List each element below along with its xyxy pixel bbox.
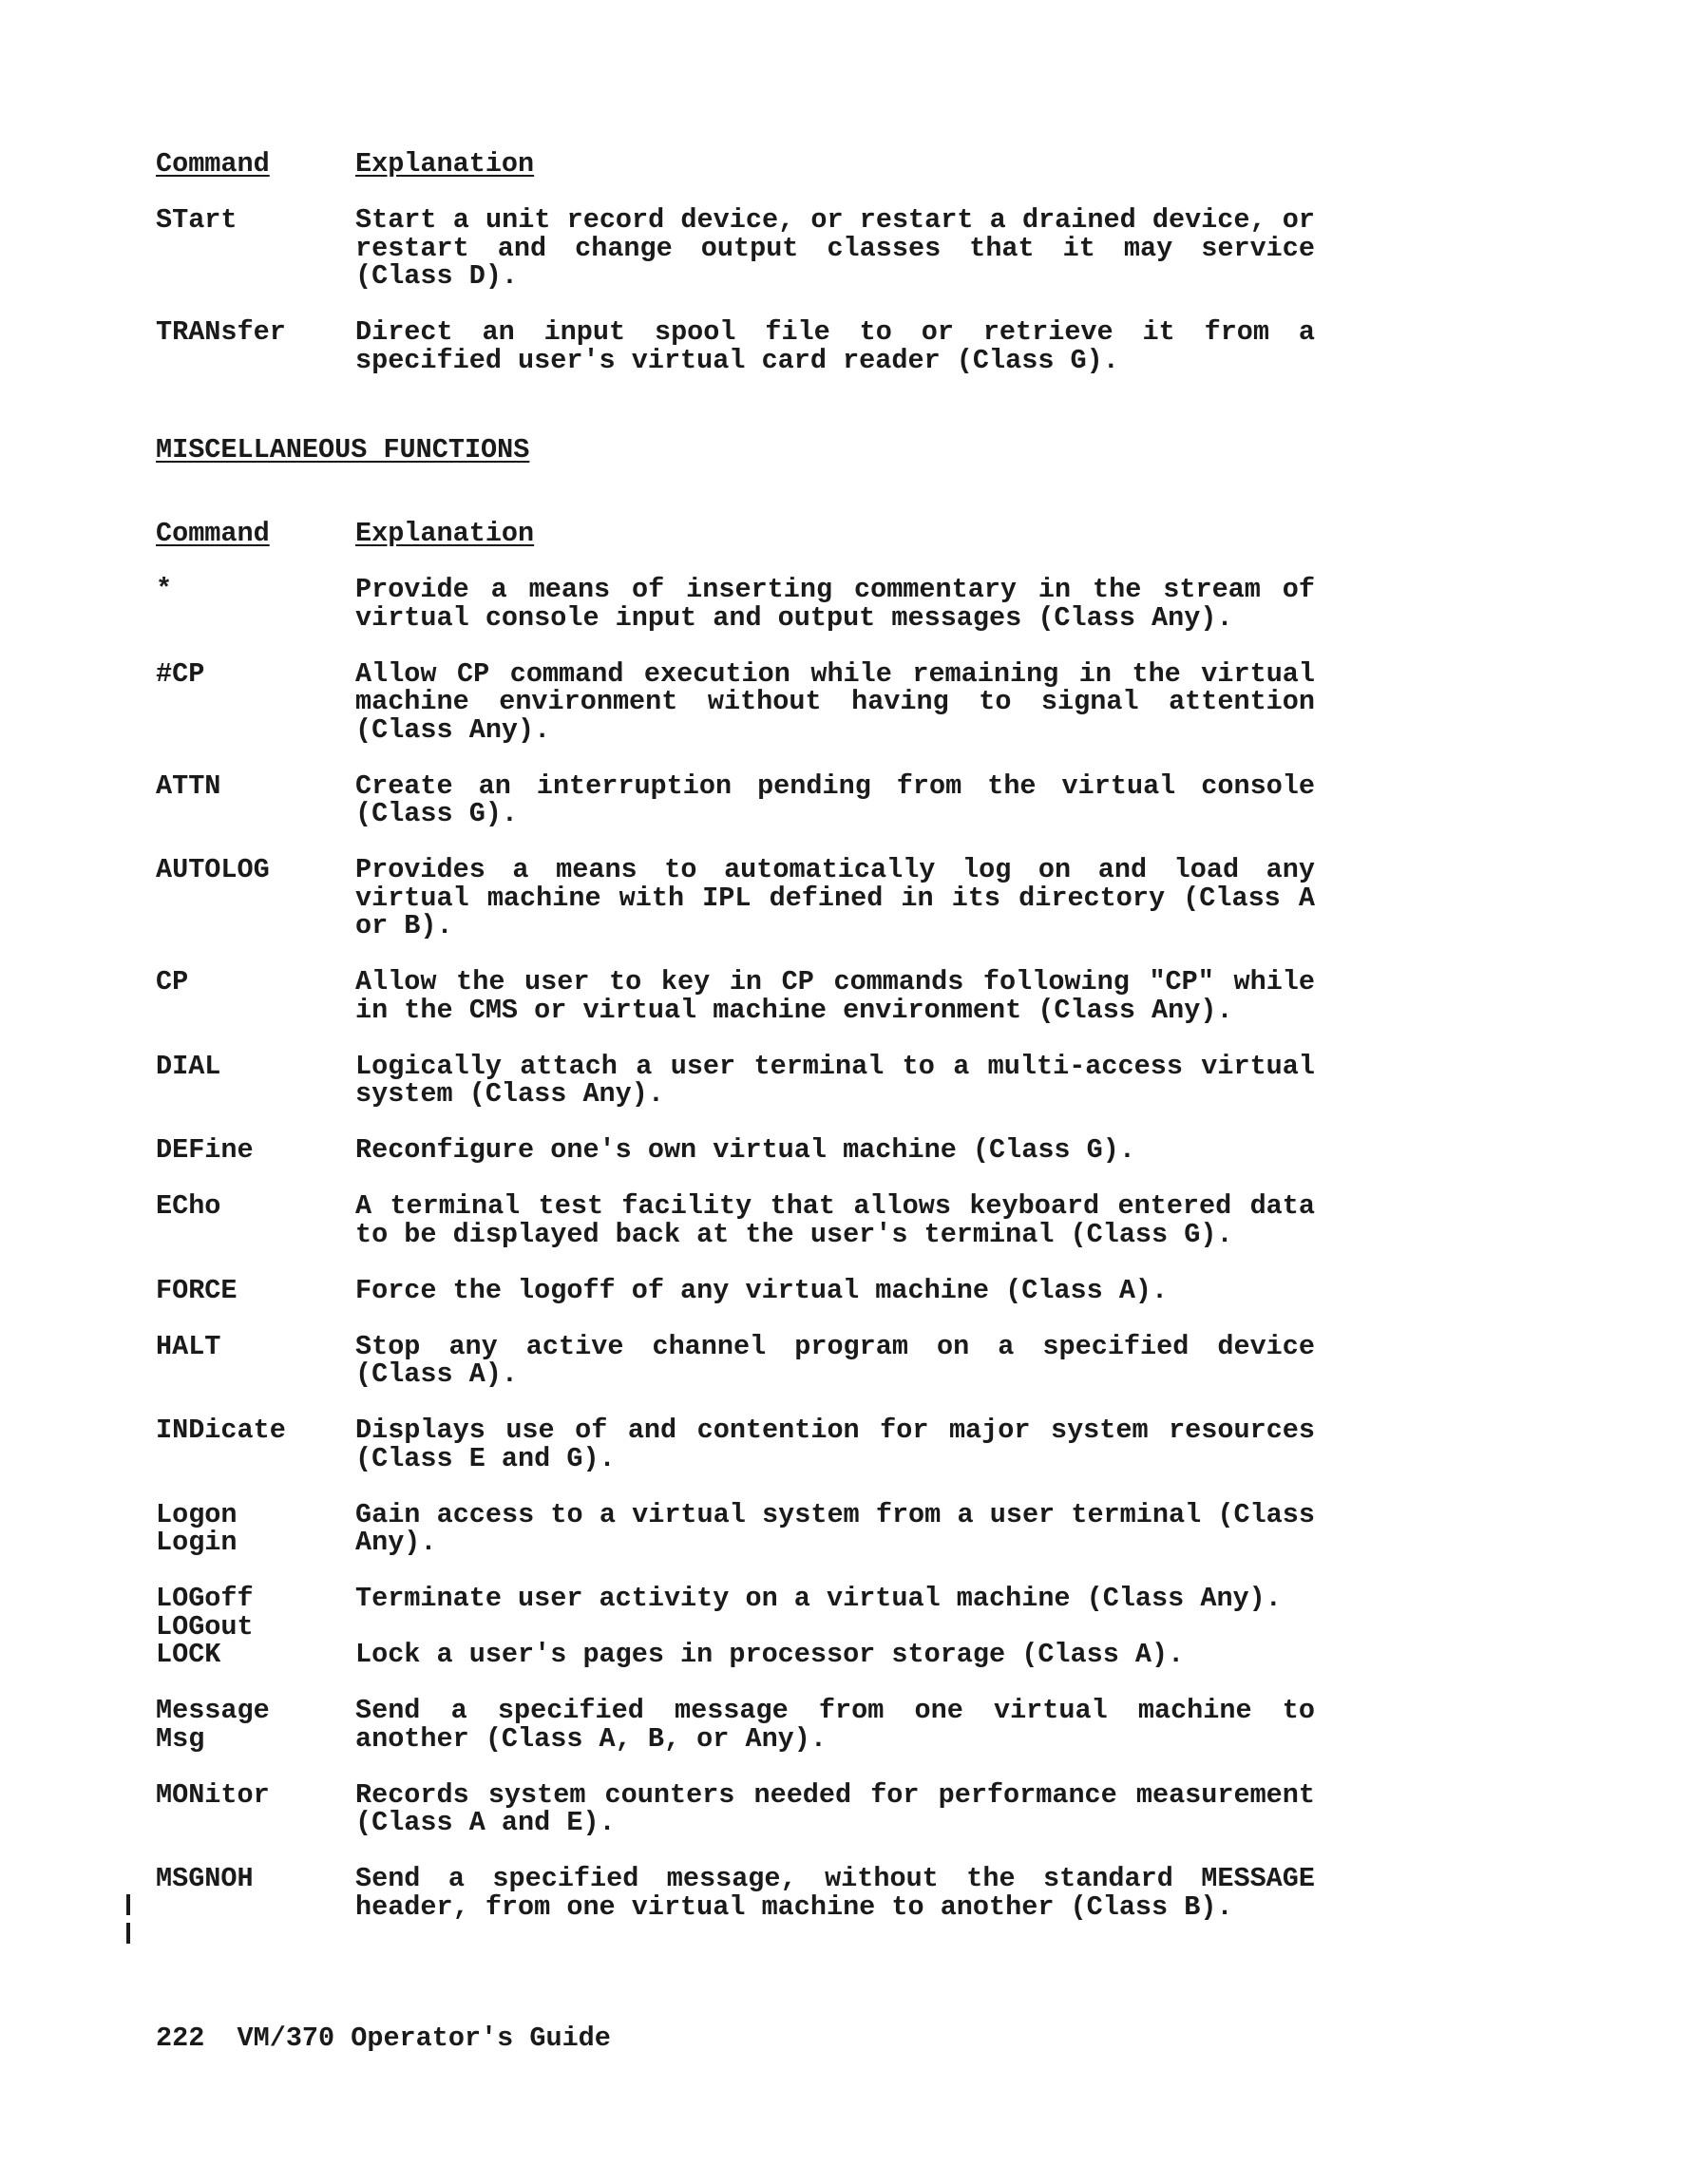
command-explanation: A terminal test facility that allows keyboard entered data to be displayed back at the user's terminal (Class G). (355, 1190, 1315, 1250)
command-name: CP (156, 966, 189, 997)
table-header (156, 520, 1391, 548)
command-name: ATTN (156, 769, 221, 802)
command-column-header: Command (156, 148, 270, 180)
table-row (156, 1416, 1391, 1472)
table-row (156, 318, 1391, 374)
command-explanation: Terminate user activity on a virtual machine (Class Any). (355, 1583, 1282, 1614)
command-name: LOGoff LOGout (156, 1583, 254, 1643)
table-row (156, 657, 1391, 746)
table-row (156, 968, 1391, 1024)
command-name: HALT (156, 1330, 221, 1362)
command-explanation: Direct an input spool file to or retrieve it from a specified user's virtual card reader (Class G). (355, 316, 1315, 376)
table-row (156, 179, 1391, 291)
command-name: FORCE (156, 1274, 238, 1306)
table-row (156, 1697, 1391, 1753)
page-footer: 222 VM/370 Operator's Guide (156, 2023, 611, 2054)
table-row (156, 1778, 1391, 1838)
command-explanation: Logically attach a user terminal to a multi-access virtual system (Class Any). (355, 1050, 1315, 1110)
table-row (156, 1330, 1391, 1390)
table-row (156, 1583, 1391, 1643)
command-name: LOCK (156, 1639, 221, 1670)
command-explanation: Reconfigure one's own virtual machine (Class G). (355, 1134, 1135, 1166)
command-explanation: Send a specified message, without the standard MESSAGE header, from one virtual machine to another (Class B). (355, 1863, 1315, 1923)
command-name: TRANsfer (156, 316, 286, 348)
table-row (156, 548, 1391, 633)
table-row (156, 1050, 1391, 1110)
command-explanation: Create an interruption pending from the virtual console (Class G). (355, 769, 1315, 829)
revision-change-bar (126, 1894, 130, 1915)
section-title: MISCELLANEOUS FUNCTIONS (156, 434, 530, 465)
command-table-miscellaneous (156, 520, 1391, 1921)
command-name: AUTOLOG (156, 854, 270, 885)
table-row (156, 1192, 1391, 1248)
command-explanation: Gain access to a virtual system from a user terminal (Class Any). (355, 1498, 1315, 1558)
command-explanation: Send a specified message from one virtual machine to another (Class A, B, or Any). (355, 1695, 1315, 1755)
command-name: DIAL (156, 1050, 221, 1082)
table-header (156, 150, 1391, 179)
command-name: INDicate (156, 1415, 286, 1446)
command-name: MSGNOH (156, 1863, 254, 1894)
explanation-column-header: Explanation (355, 518, 535, 549)
command-explanation: Records system counters needed for performance measurement (Class A and E). (355, 1778, 1315, 1838)
command-explanation: Stop any active channel program on a specified device (Class A). (355, 1330, 1315, 1390)
table-row (156, 1274, 1391, 1306)
explanation-column-header: Explanation (355, 148, 535, 180)
command-explanation: Displays use of and contention for major system resources (Class E and G). (355, 1415, 1315, 1474)
command-name: #CP (156, 657, 205, 690)
command-column-header: Command (156, 518, 270, 549)
command-name: Message Msg (156, 1695, 270, 1755)
table-row (156, 1865, 1391, 1921)
command-explanation: Lock a user's pages in processor storage (Class A). (355, 1639, 1185, 1670)
command-explanation: Force the logoff of any virtual machine (Class A). (355, 1274, 1169, 1306)
command-name: DEFine (156, 1134, 254, 1166)
command-explanation: Allow CP command execution while remaining in the virtual machine environment without having to signal attention (Class Any). (355, 657, 1315, 746)
command-explanation: Allow the user to key in CP commands following "CP" while in the CMS or virtual machine environment (Class Any). (355, 966, 1315, 1026)
command-name: STart (156, 204, 238, 236)
command-name: MONitor (156, 1778, 270, 1811)
command-name: * (156, 574, 173, 605)
table-row (156, 769, 1391, 829)
command-table-continued (156, 150, 1391, 374)
command-explanation: Start a unit record device, or restart a drained device, or restart and change output classes that it may service (Class D). (355, 204, 1315, 292)
table-row (156, 856, 1391, 940)
command-explanation: Provides a means to automatically log on and load any virtual machine with IPL defined in its directory (Class A or B). (355, 854, 1315, 941)
command-name: Logon Login (156, 1498, 238, 1558)
command-explanation: Provide a means of inserting commentary in the stream of virtual console input and output messages (Class Any). (355, 574, 1315, 634)
revision-change-bar (126, 1923, 130, 1944)
table-row (156, 1136, 1391, 1165)
table-row (156, 1498, 1391, 1558)
table-row (156, 1641, 1391, 1669)
command-name: ECho (156, 1190, 221, 1222)
